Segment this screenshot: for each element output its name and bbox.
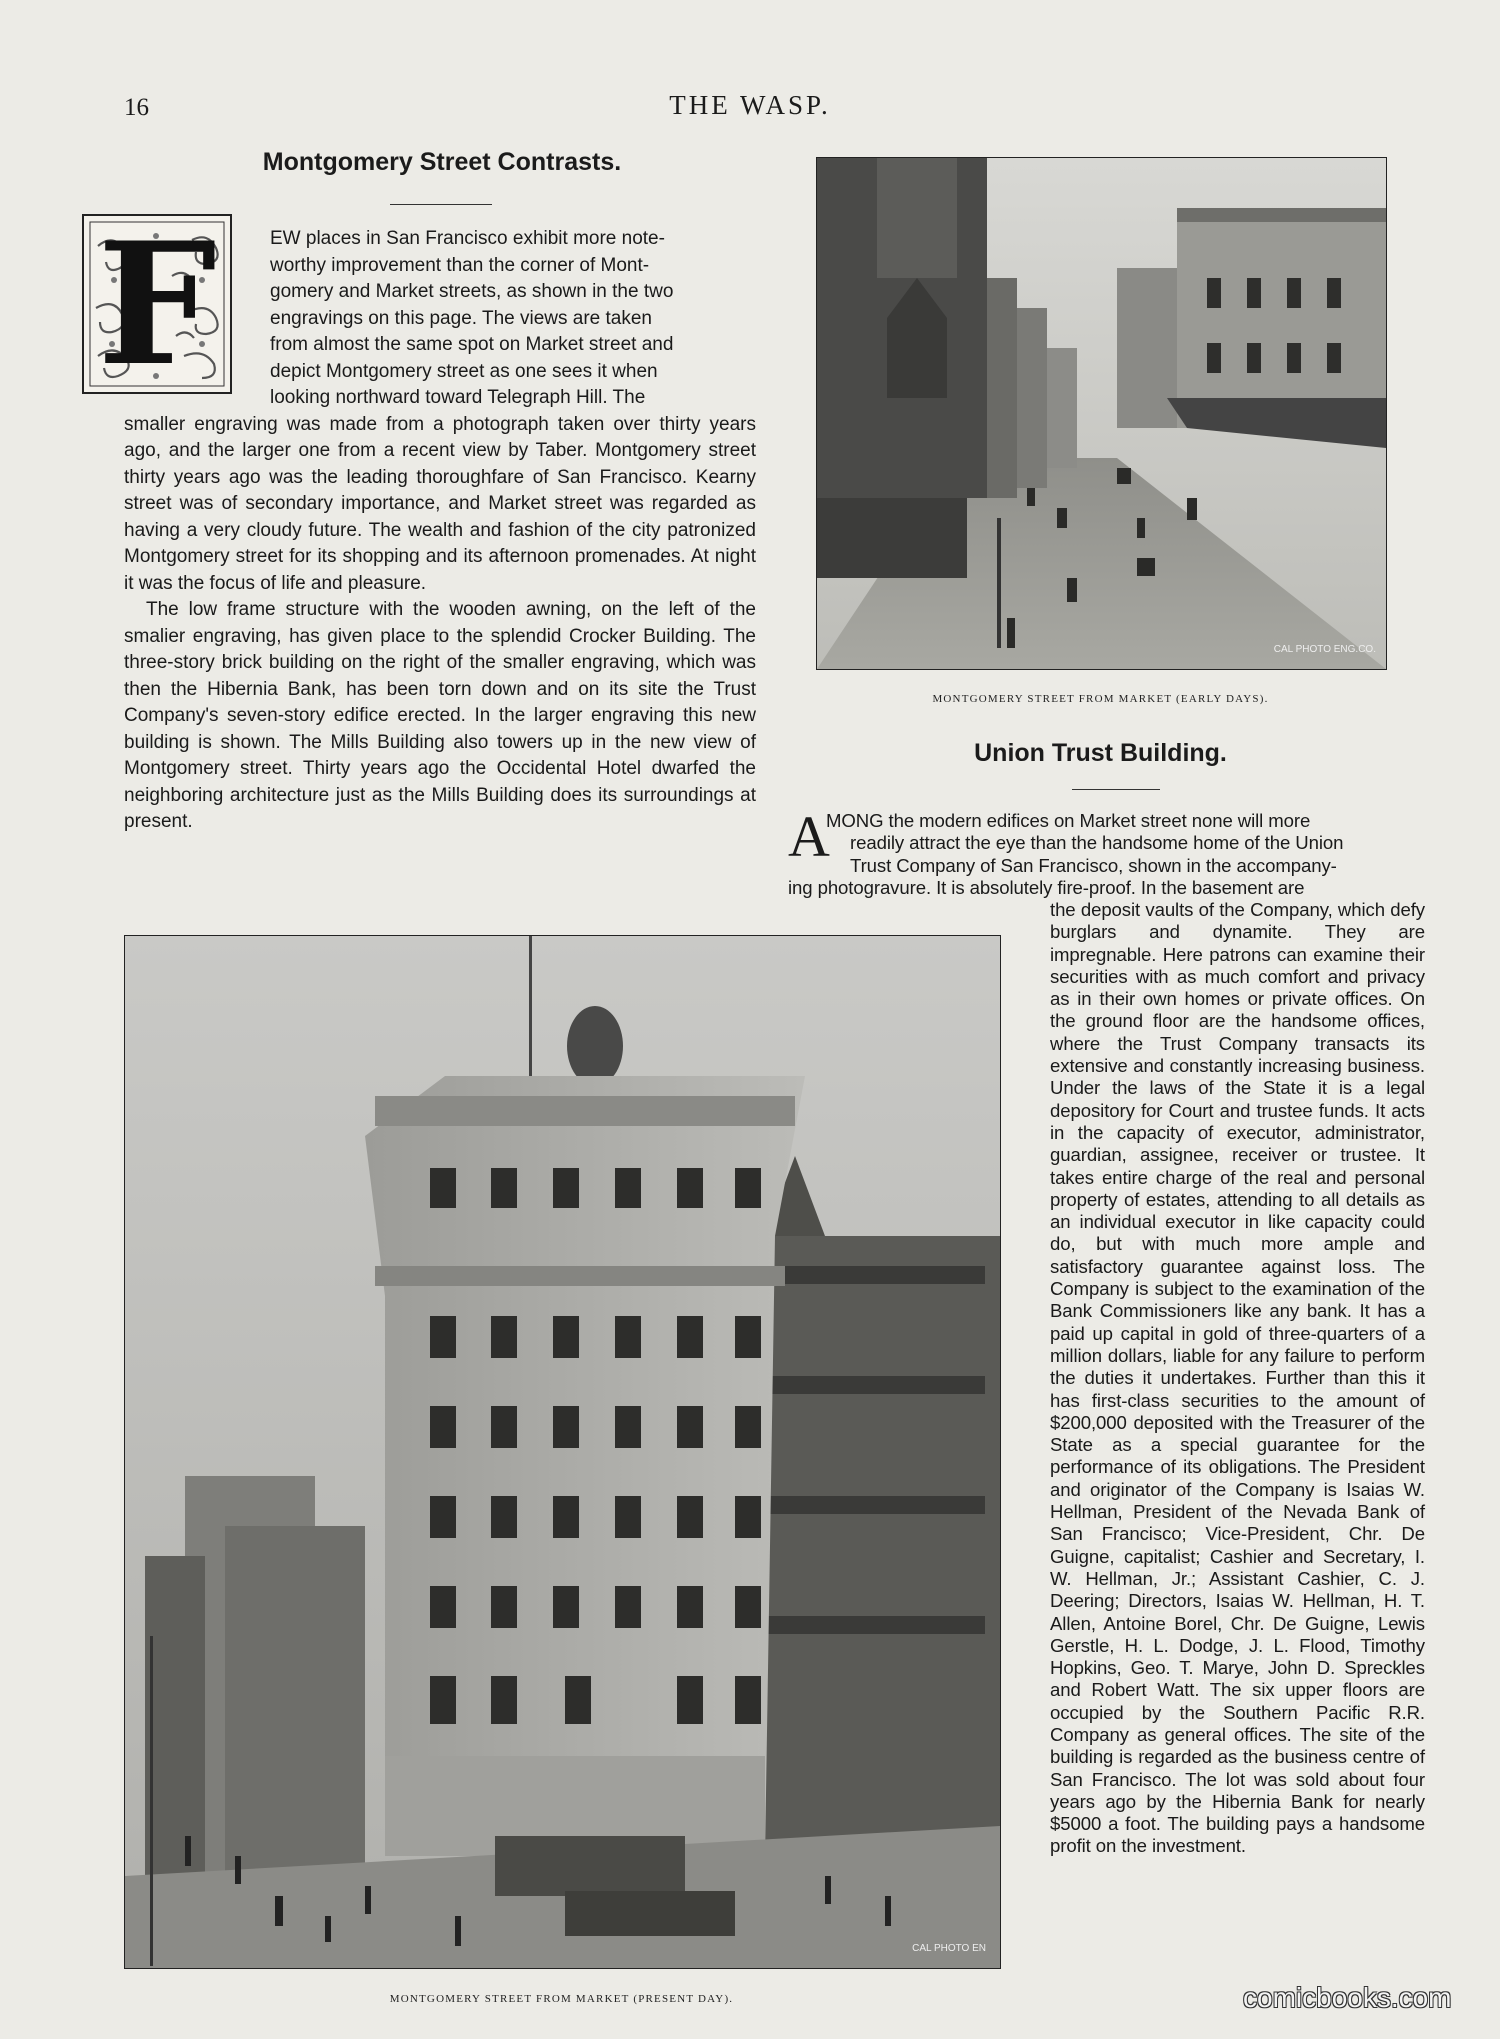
text-line: looking northward toward Telegraph Hill. The [270, 387, 646, 408]
drop-cap-letter: F [97, 205, 217, 403]
text-line: Trust Company of San Francisco, shown in the accompany- [850, 854, 1337, 876]
photo-montgomery-present-day [124, 935, 1001, 1969]
photo-caption-early-days: MONTGOMERY STREET FROM MARKET (EARLY DAYS). [932, 693, 1269, 705]
title-rule [1072, 789, 1160, 790]
text-line: MONG the modern edifices on Market street none will more [826, 810, 1311, 831]
article-title-montgomery: Montgomery Street Contrasts. [262, 148, 622, 176]
running-head: THE WASP. [669, 90, 831, 120]
title-rule [390, 204, 492, 205]
engraving-street-scene-early [817, 158, 1386, 669]
lines-beside-drop-cap [124, 226, 756, 412]
article-title-union-trust: Union Trust Building. [974, 739, 1227, 767]
text-line: ing photogravure. It is absolutely fire-proof. In the basement are [788, 876, 1305, 898]
text-line: readily attract the eye than the handsome home of the Union [850, 832, 1344, 854]
text-line: worthy improvement than the corner of Mont- [270, 254, 650, 276]
photogravure-union-trust-building [125, 936, 1000, 1968]
site-watermark: comicbooks.com [1243, 1982, 1452, 2013]
paragraph: smaller engraving was made from a photograph taken over thirty years ago, and the larger one from a recent view by Taber. Montgomery street thirty years ago was the leading thoroughfare of San Francisco. Kearny street was of secondary importance, and Market street was regarded as having a very cloudy future. The wealth and fashion of the city patronized Montgomery street for its shopping and its afternoon promenades. At night it was the focus of life and pleasure. [124, 413, 756, 594]
paragraph: The low frame structure with the wooden awning, on the left of the smalier engraving, has given place to the splendid Crocker Building. The three-story brick building on the right of the smaller engraving, which was then the Hibernia Bank, has been torn down and on its site the Trust Company's seven-story edifice erected. In the larger engraving this new building is shown. The Mills Building also towers up in the new view of Montgomery street. Thirty years ago the Occidental Hotel dwarfed the neighboring architecture just as the Mills Building does its surroundings at present. [124, 599, 756, 832]
article2-opening [788, 804, 1428, 899]
engraver-mark: CAL PHOTO EN [912, 1943, 986, 1954]
engraver-mark: CAL PHOTO ENG.CO. [1273, 644, 1376, 655]
text-line: depict Montgomery street as one sees it when [270, 360, 658, 382]
page-number: 16 [124, 94, 149, 121]
text-line: EW places in San Francisco exhibit more note- [270, 228, 665, 249]
article1-body [124, 226, 756, 836]
initial-letter-a: A [788, 804, 830, 869]
text-line: from almost the same spot on Market street and [270, 334, 674, 355]
text-line: engravings on this page. The views are taken [270, 307, 652, 329]
article2-column: the deposit vaults of the Company, which defy burglars and dynamite. They are impregnable. Here patrons can examine their securities with as much comfort and privacy as in their own homes or private offices. On the ground floor are the handsome offices, where the Trust Company transacts its extensive and constantly increasing business. Under the laws of the State it is a legal depository for Court and trustee funds. It acts in the capacity of executor, administrator, guardian, assignee, receiver or trustee. It takes entire charge of the real and personal property of estates, attending to all details as an individual executor in like capacity could do, but with much more ample and satisfactory guarantee against loss. The Company is subject to the examination of the Bank Commissioners like any bank. It has a paid up capital in gold of three-quarters of a million dollars, liable for any failure to perform the duties it undertakes. Further than this it has first-class securities to the amount of $200,000 deposited with the Treasurer of the State as a special guarantee for the performance of its obligations. The President and originator of the Company is Isaias W. Hellman, President of the Nevada Bank of San Francisco; Vice-President, Chr. De Guigne, capitalist; Cashier and Secretary, I. W. Hellman, Jr.; Assistant Cashier, C. J. Deering; Directors, Isaias W. Hellman, H. T. Allen, Antoine Borel, Chr. De Guigne, Lewis Gerstle, H. L. Dodge, J. L. Flood, Timothy Hopkins, Geo. T. Marye, John D. Spreckles and Robert Watt. The six upper floors are occupied by the Southern Pacific R.R. Company as general offices. The site of the building is regarded as the business centre of San Francisco. The lot was sold about four years ago by the Hibernia Bank for nearly $5000 a foot. The building pays a handsome profit on the investment. [1050, 899, 1425, 1857]
text-line: gomery and Market streets, as shown in the two [270, 281, 674, 302]
photo-montgomery-early-days [816, 157, 1387, 670]
photo-caption-present-day: MONTGOMERY STREET FROM MARKET (PRESENT DAY). [389, 1993, 734, 2005]
